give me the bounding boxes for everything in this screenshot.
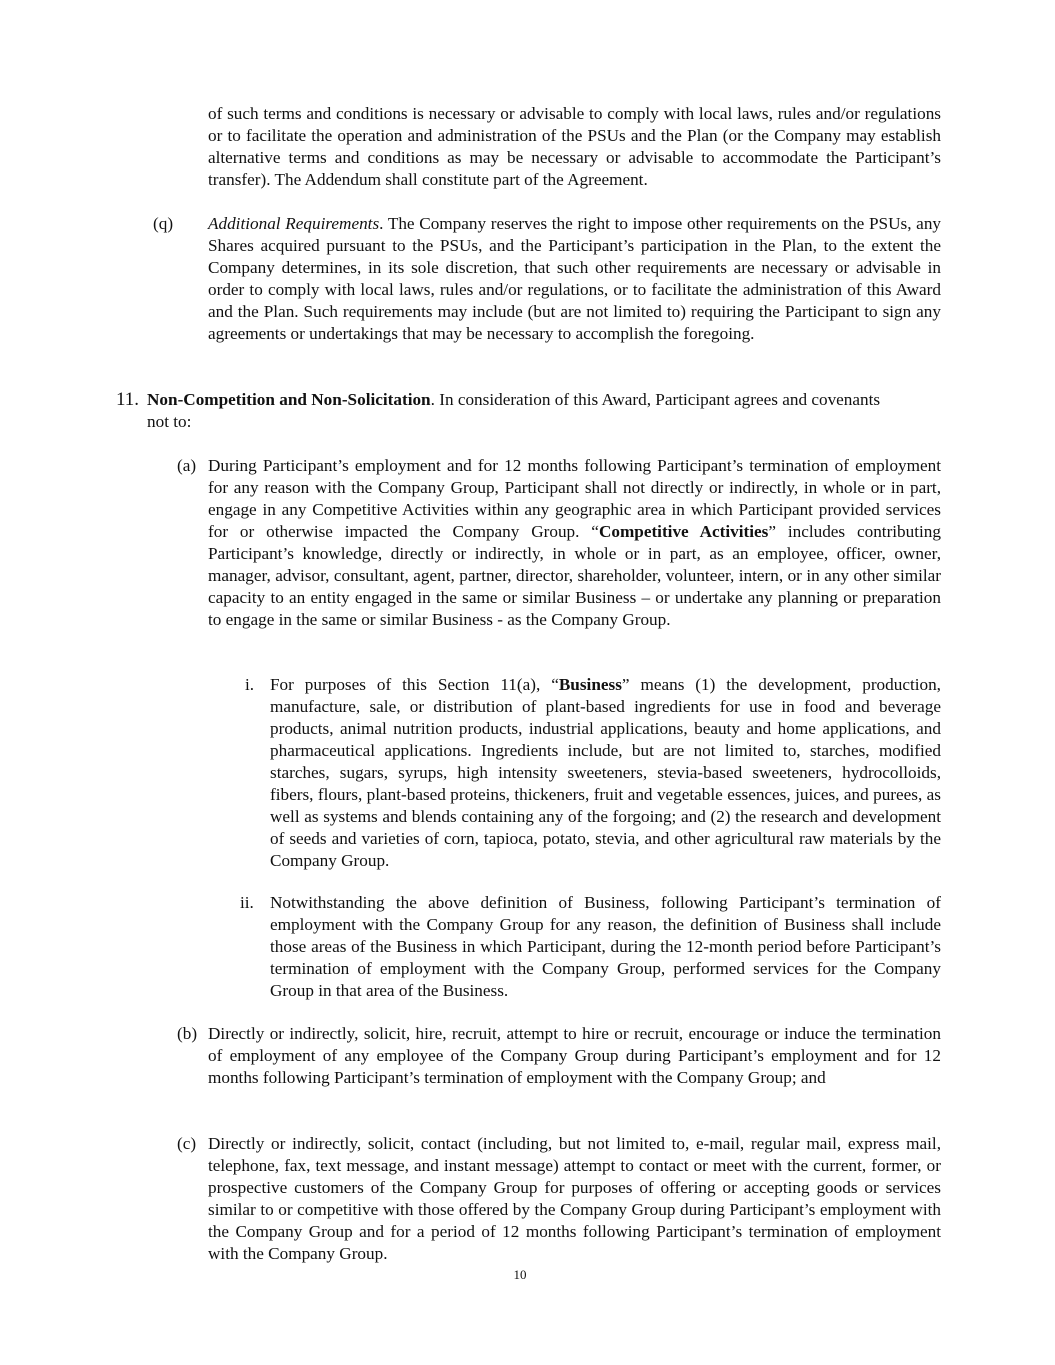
item-c-paragraph: Directly or indirectly, solicit, contact (including, but not limited to, e-mail, regular mail, express mail, telephone, fax, text message, and instant message) attempt to contact or meet with the current, former, or prospective customers of the Company Group for purposes of offering or accepting goods or services similar to or competitive with those offered by the Company Group during Participant’s employment with the Company Group and for a period of 12 months following Participant’s termination of employment with the Company Group. (208, 1134, 941, 1263)
item-q-heading: Additional Requirements (208, 214, 380, 233)
item-c-label: (c) (177, 1134, 197, 1153)
section-11-heading: Non-Competition and Non-Solicitation (147, 390, 431, 409)
section-11-number: 11. (116, 389, 140, 410)
item-a-i-text-2: ” means (1) the development, production, manufacture, sale, or distribution of plant-based ingredients for use in food and beverage products, animal nutrition products, industrial applications, beauty and home applications, and pharmaceutical applications. Ingredients include, but are not limited to, starches, modified starches, sugars, syrups, high intensity sweeteners, stevia-based sweeteners, hydrocolloids, fibers, flours, plant-based proteins, thickeners, fruit and vegetable essences, juices, and purees, as well as systems and blends containing any of the forgoing; and (2) the research and development of seeds and varieties of corn, tapioca, potato, stevia, and other agricultural raw materials by the Company Group. (270, 675, 941, 870)
item-q-text: . The Company reserves the right to impose other requirements on the PSUs, any Shares acquired pursuant to the PSUs, and the Participant’s participation in the Plan, to the extent the Company determines, in its sole discretion, that such other requirements are necessary or advisable in order to comply with local laws, rules and/or regulations, or to facilitate the administration of this Award and the Plan. Such requirements may include (but are not limited to) requiring the Participant to sign any agreements or undertakings that may be necessary to accomplish the foregoing. (208, 214, 942, 343)
item-q-label: (q) (153, 214, 174, 233)
item-a-label: (a) (177, 456, 197, 475)
section-11-text: . In consideration of this Award, Participant agrees and covenants not to: (147, 390, 881, 431)
item-a-term: Competitive Activities (598, 522, 769, 541)
item-a-ii-paragraph: Notwithstanding the above definition of Business, following Participant’s termination of employment with the Company Group for any reason, the definition of Business shall include those areas of the Business in which Participant, during the 12-month period before Participant’s termination of employment with the Company Group, performed services for the Company Group in that area of the Business. (270, 893, 941, 1000)
item-q-paragraph (208, 213, 941, 345)
item-a-i-label: i. (245, 675, 255, 694)
item-a-i-term: Business (558, 675, 622, 694)
item-b-paragraph: Directly or indirectly, solicit, hire, recruit, attempt to hire or recruit, encourage or induce the termination of employment of any employee of the Company Group during Participant’s employment and for 12 months following Participant’s termination of employment with the Company Group; and (208, 1024, 941, 1087)
item-a-text-1: During Participant’s employment and for 12 months following Participant’s termination of employment for any reason with the Company Group, Participant shall not directly or indirectly, in whole or in part, engage in any Competitive Activities within any geographic area in which Participant provided services for or otherwise impacted the Company Group. “ (208, 456, 941, 541)
item-b-label: (b) (177, 1024, 198, 1043)
item-a-i-paragraph (270, 674, 941, 872)
item-a-paragraph (208, 455, 941, 631)
item-a-ii-label: ii. (240, 893, 254, 912)
item-a-text-2: ” includes contributing Participant’s knowledge, directly or indirectly, in whole or in part, as an employee, officer, owner, manager, advisor, consultant, agent, partner, director, shareholder, volunteer, intern, or in any other similar capacity to an entity engaged in the same or similar Business – or undertake any planning or preparation to engage in the same or similar Business - as the Company Group. (208, 522, 941, 629)
section-11-paragraph (147, 389, 887, 433)
item-a-i-text-1: For purposes of this Section 11(a), “ (270, 675, 559, 694)
page-number: 10 (513, 1267, 527, 1282)
continuation-paragraph: of such terms and conditions is necessary or advisable to comply with local laws, rules and/or regulations or to facilitate the operation and administration of the PSUs and the Plan (or the Company may establish alternative terms and conditions as may be necessary or advisable to accommodate the Participant’s transfer). The Addendum shall constitute part of the Agreement. (208, 104, 941, 189)
